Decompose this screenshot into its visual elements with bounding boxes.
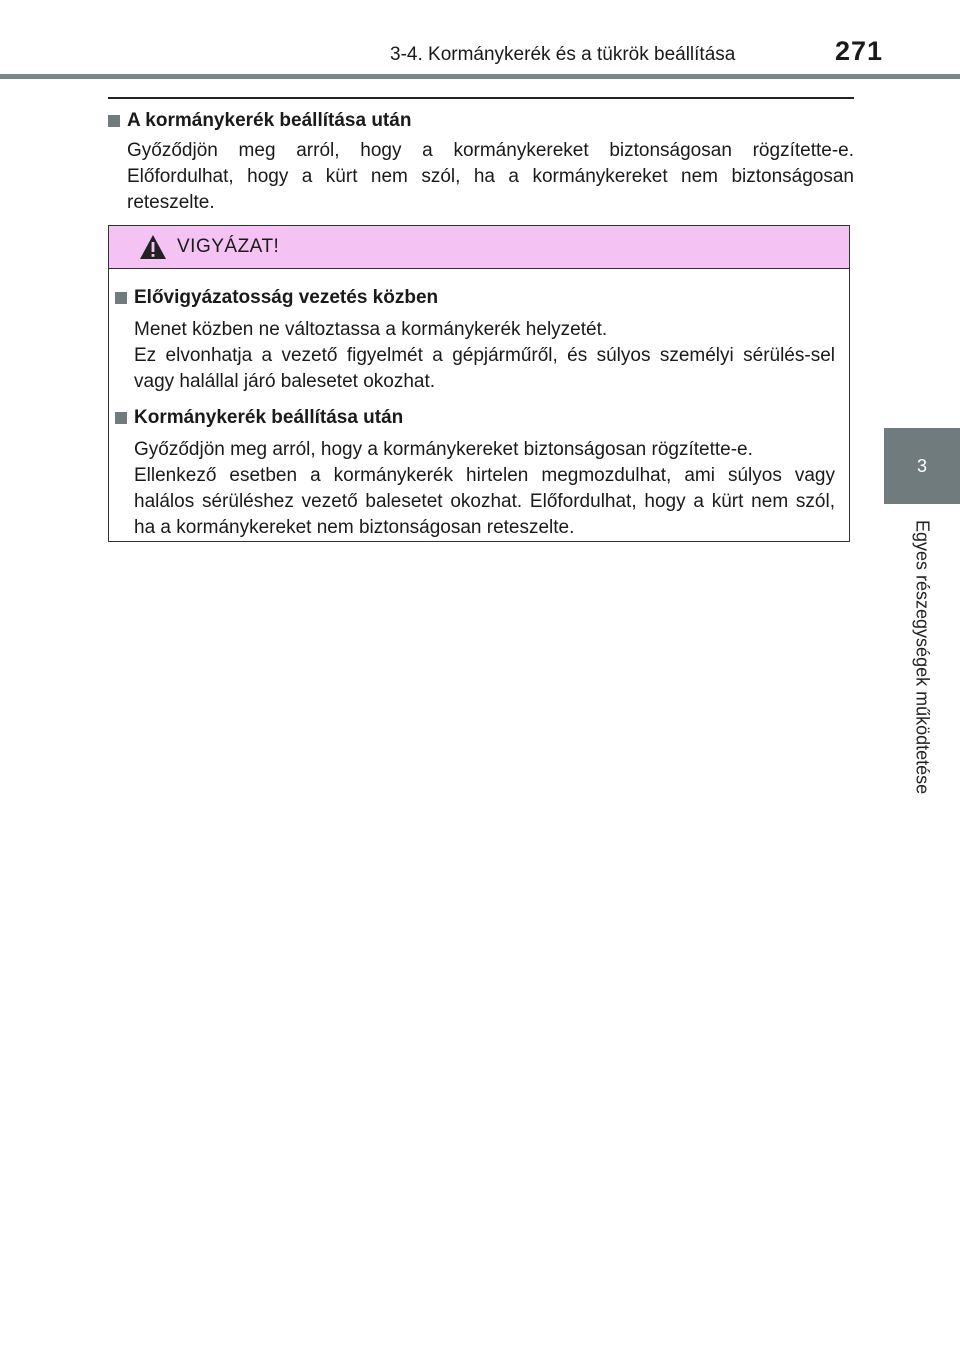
caution-item xyxy=(115,405,835,541)
section-heading-text: A kormánykerék beállítása után xyxy=(127,110,412,131)
caution-item xyxy=(115,285,835,395)
square-bullet-icon xyxy=(115,412,127,424)
caution-item-heading-text: Kormánykerék beállítása után xyxy=(134,407,404,428)
header-title: 3-4. Kormánykerék és a tükrök beállítása xyxy=(390,44,736,65)
header-rule xyxy=(0,74,960,79)
caution-item-body xyxy=(115,317,835,395)
caution-body xyxy=(109,269,849,541)
caution-item-body xyxy=(115,437,835,541)
square-bullet-icon xyxy=(108,115,120,127)
caution-item-line: Ellenkező esetben a kormánykerék hirtelen megmozdulhat, ami súlyos vagy halálos sérüléshez vezető balesetet okozhat. Előfordulhat, hogy a kürt nem szól, ha a kormánykereket nem biztonságosan reteszelte. xyxy=(134,465,835,538)
warning-triangle-icon xyxy=(139,234,167,260)
caution-item-line: Ez elvonhatja a vezető figyelmét a gépjárműről, és súlyos személyi sérülés-sel vagy halállal járó balesetet okozhat. xyxy=(134,345,835,392)
caution-header xyxy=(109,226,849,269)
caution-box xyxy=(108,225,850,542)
chapter-tab xyxy=(884,428,960,504)
caution-item-heading xyxy=(115,285,835,311)
chapter-side-label: Egyes részegységek működtetése xyxy=(912,520,933,795)
page-number: 271 xyxy=(835,36,884,66)
caution-title: VIGYÁZAT! xyxy=(177,236,280,257)
section-body: Győződjön meg arról, hogy a kormánykereket biztonságosan rögzítette-e. Előfordulhat, hogy a kürt nem szól, ha a kormánykereket nem biztonságosan reteszelte. xyxy=(127,140,854,213)
caution-item-heading xyxy=(115,405,835,431)
section-heading xyxy=(108,108,854,134)
caution-item-line: Menet közben ne változtassa a kormánykerék helyzetét. xyxy=(134,319,608,340)
caution-item-heading-text: Elővigyázatosság vezetés közben xyxy=(134,287,439,308)
section-steering-adjust xyxy=(108,108,854,216)
square-bullet-icon xyxy=(115,292,127,304)
chapter-number: 3 xyxy=(916,455,927,476)
section-rule xyxy=(108,97,854,99)
caution-item-line: Győződjön meg arról, hogy a kormánykereket biztonságosan rögzítette-e. xyxy=(134,439,753,460)
